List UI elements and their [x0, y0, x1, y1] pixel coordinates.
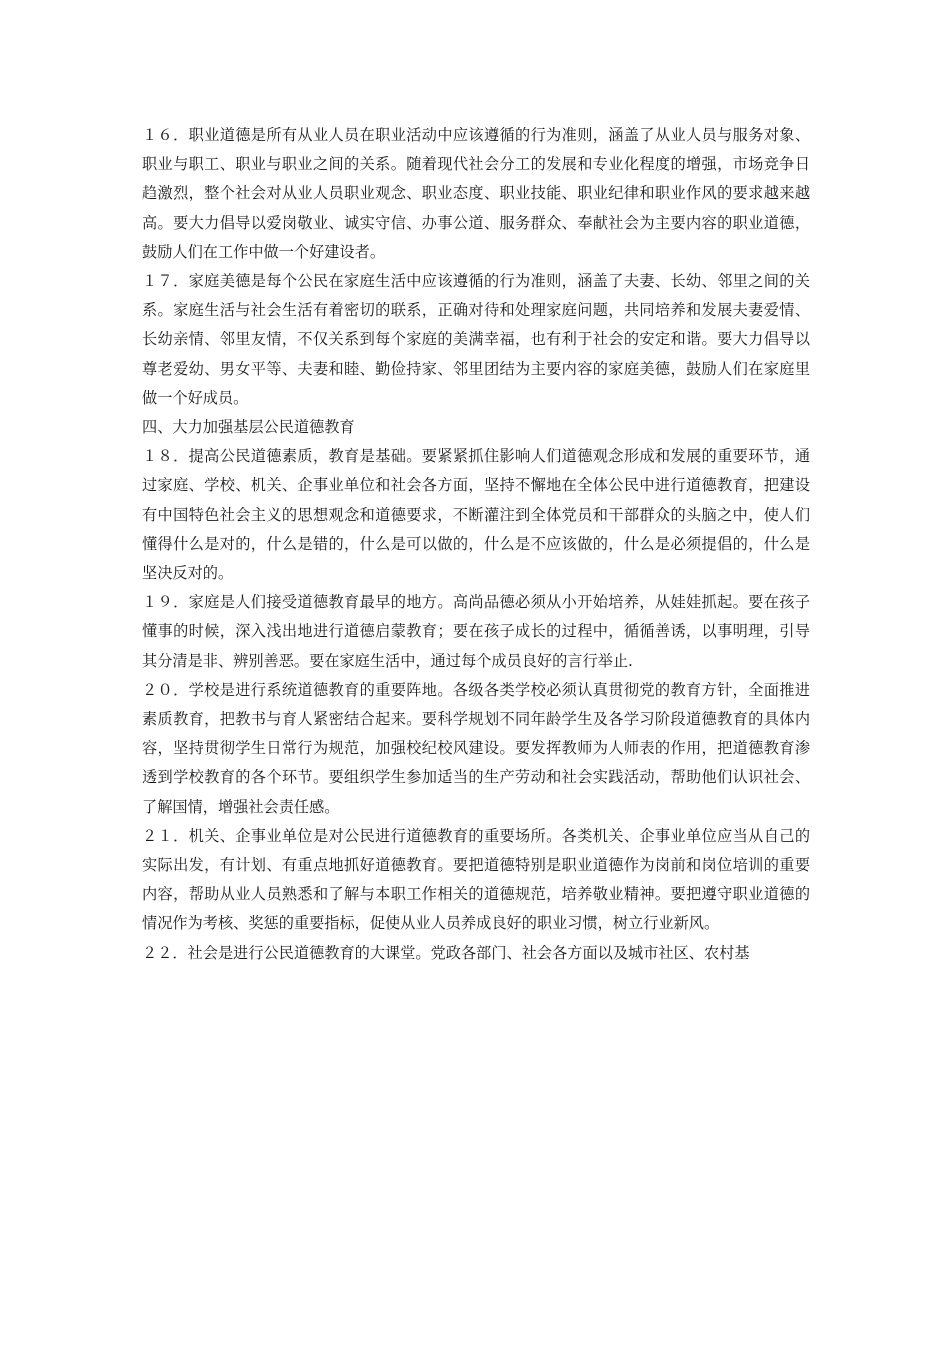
paragraph-21-workplace-education: ２１．机关、企事业单位是对公民进行道德教育的重要场所。各类机关、企事业单位应当从自己的实际出发，有计划、有重点地抓好道德教育。要把道德特别是职业道德作为岗前和岗位培训的重要内容，帮助从业人员熟悉和了解与本职工作相关的道德规范，培养敬业精神。要把遵守职业道德的情况作为考核、奖惩的重要指标，促使从业人员养成良好的职业习惯，树立行业新风。	[142, 826, 810, 933]
paragraph-19-family-education: １９．家庭是人们接受道德教育最早的地方。高尚品德必须从小开始培养，从娃娃抓起。要在孩子懂事的时候，深入浅出地进行道德启蒙教育；要在孩子成长的过程中，循循善诱，以事明理，引导其分清是非、辨别善恶。要在家庭生活中，通过每个成员良好的言行举止.	[142, 593, 810, 670]
section-heading-4: 四、大力加强基层公民道德教育	[142, 418, 355, 437]
paragraph-22-society-education: ２２．社会是进行公民道德教育的大课堂。党政各部门、社会各方面以及城市社区、农村基	[142, 943, 750, 962]
paragraph-18-education-foundation: １８．提高公民道德素质，教育是基础。要紧紧抓住影响人们道德观念形成和发展的重要环节，通过家庭、学校、机关、企事业单位和社会各方面，坚持不懈地在全体公民中进行道德教育，把建设有中国特色社会主义的思想观念和道德要求，不断灌注到全体党员和干部群众的头脑之中，使人们懂得什么是对的，什么是错的，什么是可以做的，什么是不应该做的，什么是必须提倡的，什么是坚决反对的。	[142, 447, 810, 583]
paragraph-16-professional-ethics: １６．职业道德是所有从业人员在职业活动中应该遵循的行为准则，涵盖了从业人员与服务对象、职业与职工、职业与职业之间的关系。随着现代社会分工的发展和专业化程度的增强，市场竞争日趋激烈，整个社会对从业人员职业观念、职业态度、职业技能、职业纪律和职业作风的要求越来越高。要大力倡导以爱岗敬业、诚实守信、办事公道、服务群众、奉献社会为主要内容的职业道德，鼓励人们在工作中做一个好建设者。	[142, 126, 810, 261]
document-body	[142, 121, 810, 968]
paragraph-17-family-virtues: １７．家庭美德是每个公民在家庭生活中应该遵循的行为准则，涵盖了夫妻、长幼、邻里之间的关系。家庭生活与社会生活有着密切的联系，正确对待和处理家庭问题，共同培养和发展夫妻爱情、长幼亲情、邻里友情，不仅关系到每个家庭的美满幸福，也有利于社会的安定和谐。要大力倡导以尊老爱幼、男女平等、夫妻和睦、勤俭持家、邻里团结为主要内容的家庭美德，鼓励人们在家庭里做一个好成员。	[142, 272, 810, 407]
paragraph-20-school-education: ２０．学校是进行系统道德教育的重要阵地。各级各类学校必须认真贯彻党的教育方针，全面推进素质教育，把教书与育人紧密结合起来。要科学规划不同年龄学生及各学习阶段道德教育的具体内容，坚持贯彻学生日常行为规范，加强校纪校风建设。要发挥教师为人师表的作用，把道德教育渗透到学校教育的各个环节。要组织学生参加适当的生产劳动和社会实践活动，帮助他们认识社会、了解国情，增强社会责任感。	[142, 680, 810, 816]
